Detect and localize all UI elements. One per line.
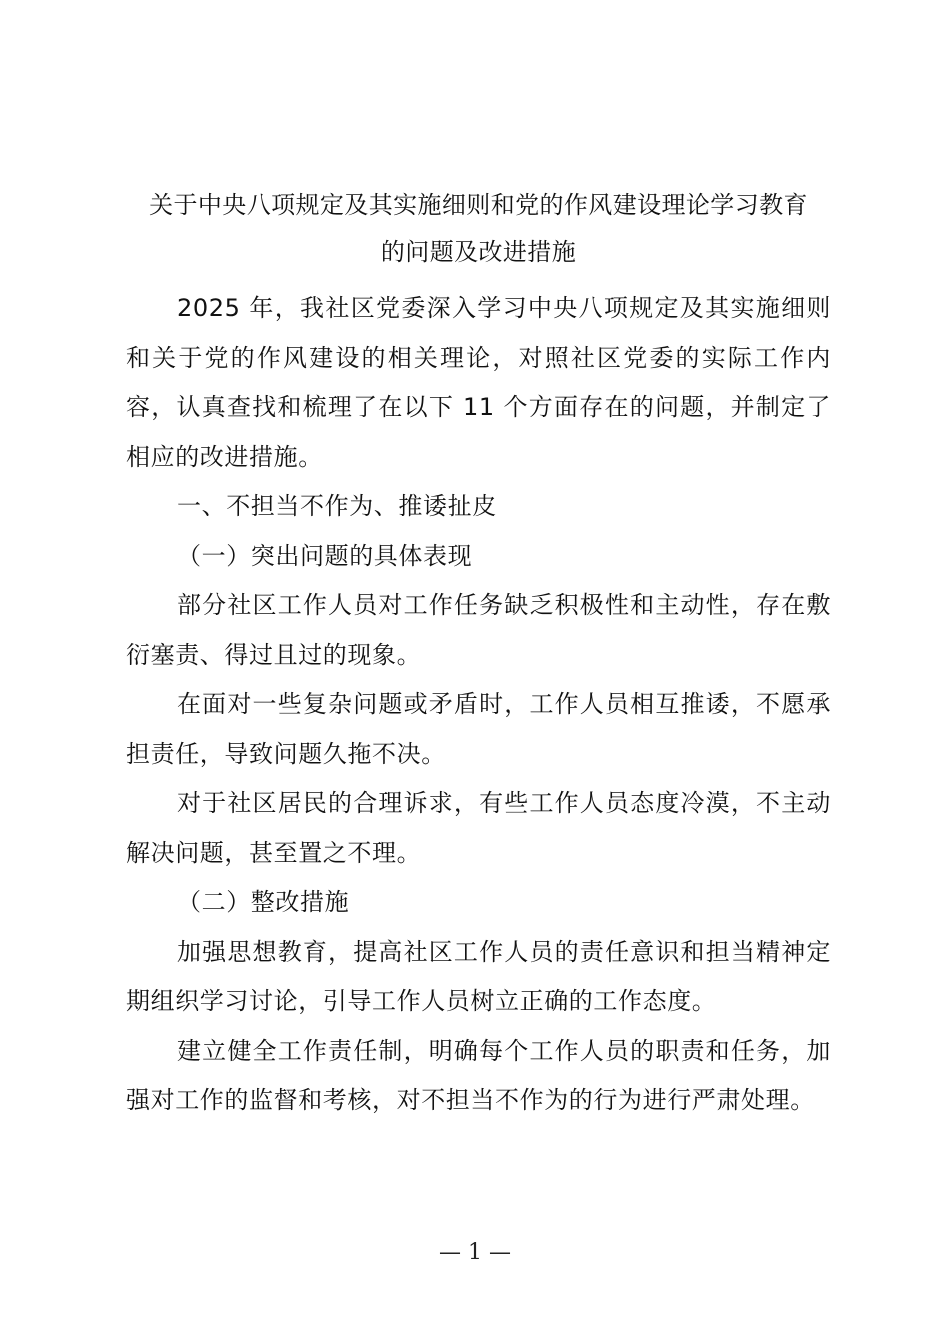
body-paragraph: 对于社区居民的合理诉求，有些工作人员态度冷漠，不主动解决问题，甚至置之不理。 [126,789,831,867]
subsection-heading-2: （二）整改措施 [177,888,350,916]
body-paragraph: 建立健全工作责任制，明确每个工作人员的职责和任务，加强对工作的监督和考核，对不担当不作为的行为进行严肃处理。 [126,1036,831,1114]
intro-paragraph: 2025 年，我社区党委深入学习中央八项规定及其实施细则和关于党的作风建设的相关理论，对照社区党委的实际工作内容，认真查找和梳理了在以下 11 个方面存在的问题，并制定了相应的改进措施。 [126,294,831,471]
document-title [126,182,831,276]
section-heading-1: 一、不担当不作为、推诿扯皮 [177,492,497,520]
document-body [126,284,831,1126]
title-line-2: 的问题及改进措施 [380,238,577,266]
page-number: — 1 — [439,1240,511,1265]
subsection-heading-1: （一）突出问题的具体表现 [177,541,473,570]
body-paragraph: 部分社区工作人员对工作任务缺乏积极性和主动性，存在敷衍塞责、得过且过的现象。 [126,591,831,669]
title-line-1: 关于中央八项规定及其实施细则和党的作风建设理论学习教育 [149,191,808,219]
body-paragraph: 在面对一些复杂问题或矛盾时，工作人员相互推诿，不愿承担责任，导致问题久拖不决。 [126,690,831,768]
body-paragraph: 加强思想教育，提高社区工作人员的责任意识和担当精神定期组织学习讨论，引导工作人员树立正确的工作态度。 [126,937,831,1015]
